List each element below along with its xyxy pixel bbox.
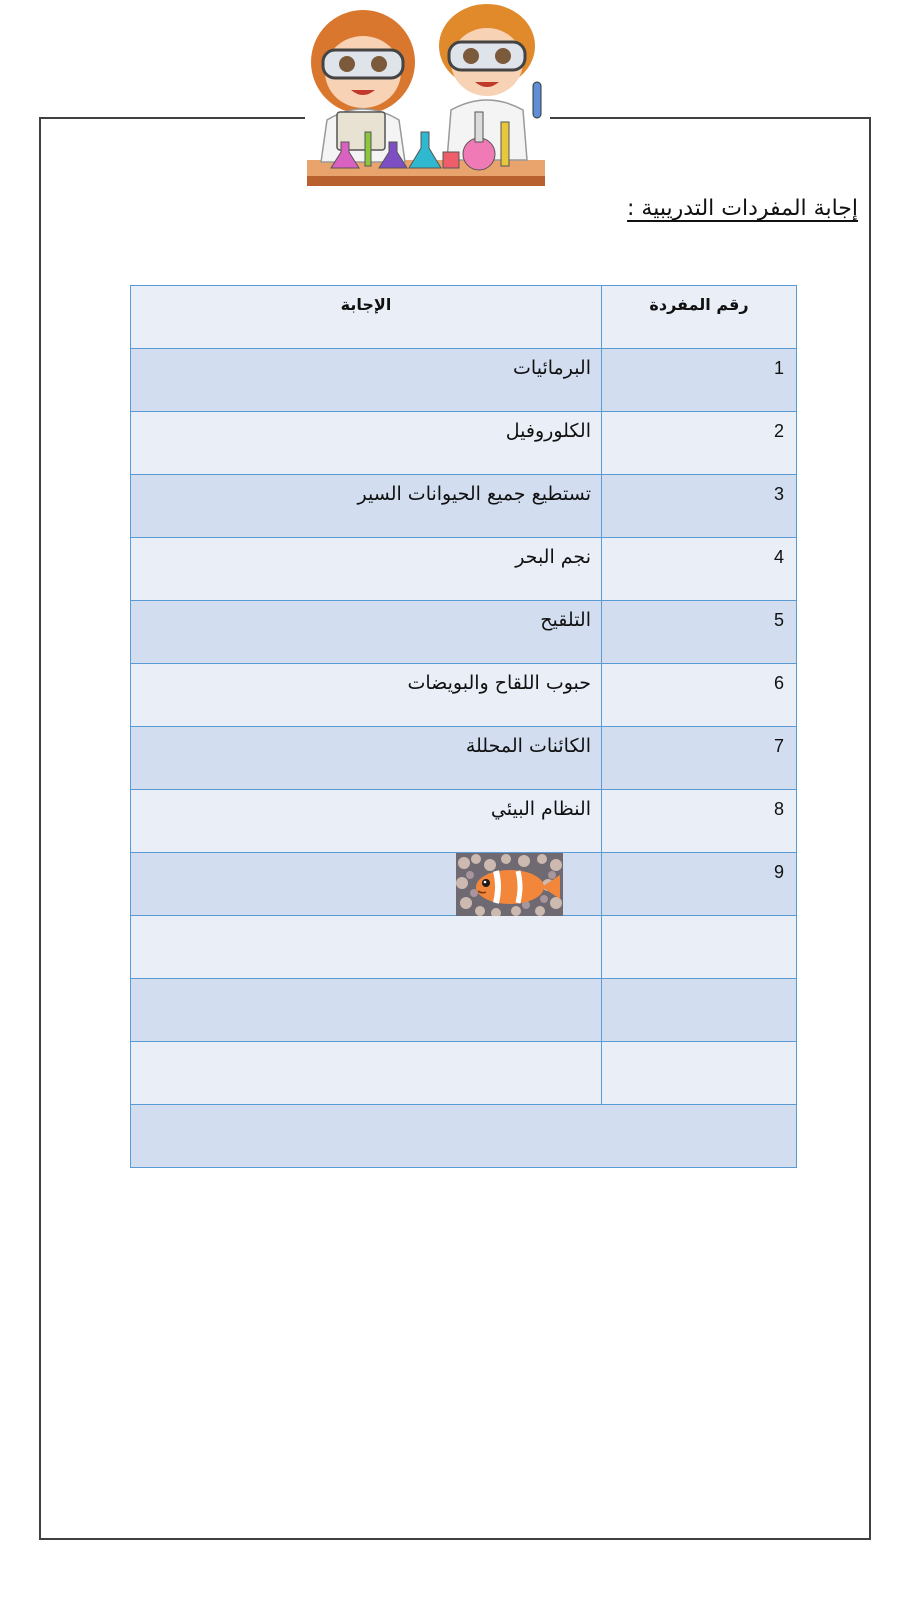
header-answer: الإجابة [131,286,602,349]
item-answer: نجم البحر [131,538,602,601]
table-row [131,664,797,727]
item-number [602,1042,797,1105]
table-row [131,916,797,979]
item-number [602,979,797,1042]
item-number: 4 [602,538,797,601]
item-number: 2 [602,412,797,475]
table-row [131,538,797,601]
item-answer [131,1042,602,1105]
table-row [131,412,797,475]
answers-table [130,285,797,1168]
table-row [131,853,797,916]
header-item-number: رقم المفردة [602,286,797,349]
table-row [131,601,797,664]
page-heading: إجابة المفردات التدريبية : [627,196,858,221]
item-number: 5 [602,601,797,664]
item-number: 9 [602,853,797,916]
item-number: 7 [602,727,797,790]
item-answer: التلقيح [131,601,602,664]
item-number: 3 [602,475,797,538]
item-answer: النظام البيئي [131,790,602,853]
clownfish-photo [456,853,563,916]
table-footer-cell [131,1105,797,1168]
table-row [131,979,797,1042]
item-number: 6 [602,664,797,727]
table-row [131,790,797,853]
item-number [602,916,797,979]
scientist-kids-icon [305,2,550,190]
table-row [131,727,797,790]
item-answer: البرمائيات [131,349,602,412]
item-answer [131,916,602,979]
table-row [131,1042,797,1105]
item-answer: الكائنات المحللة [131,727,602,790]
item-answer: حبوب اللقاح والبويضات [131,664,602,727]
item-number: 8 [602,790,797,853]
item-answer: تستطيع جميع الحيوانات السير [131,475,602,538]
table-footer-row [131,1105,797,1168]
item-answer: الكلوروفيل [131,412,602,475]
table-row [131,349,797,412]
table-header-row [131,286,797,349]
table-row [131,475,797,538]
item-answer-image [131,853,602,916]
item-answer [131,979,602,1042]
item-number: 1 [602,349,797,412]
